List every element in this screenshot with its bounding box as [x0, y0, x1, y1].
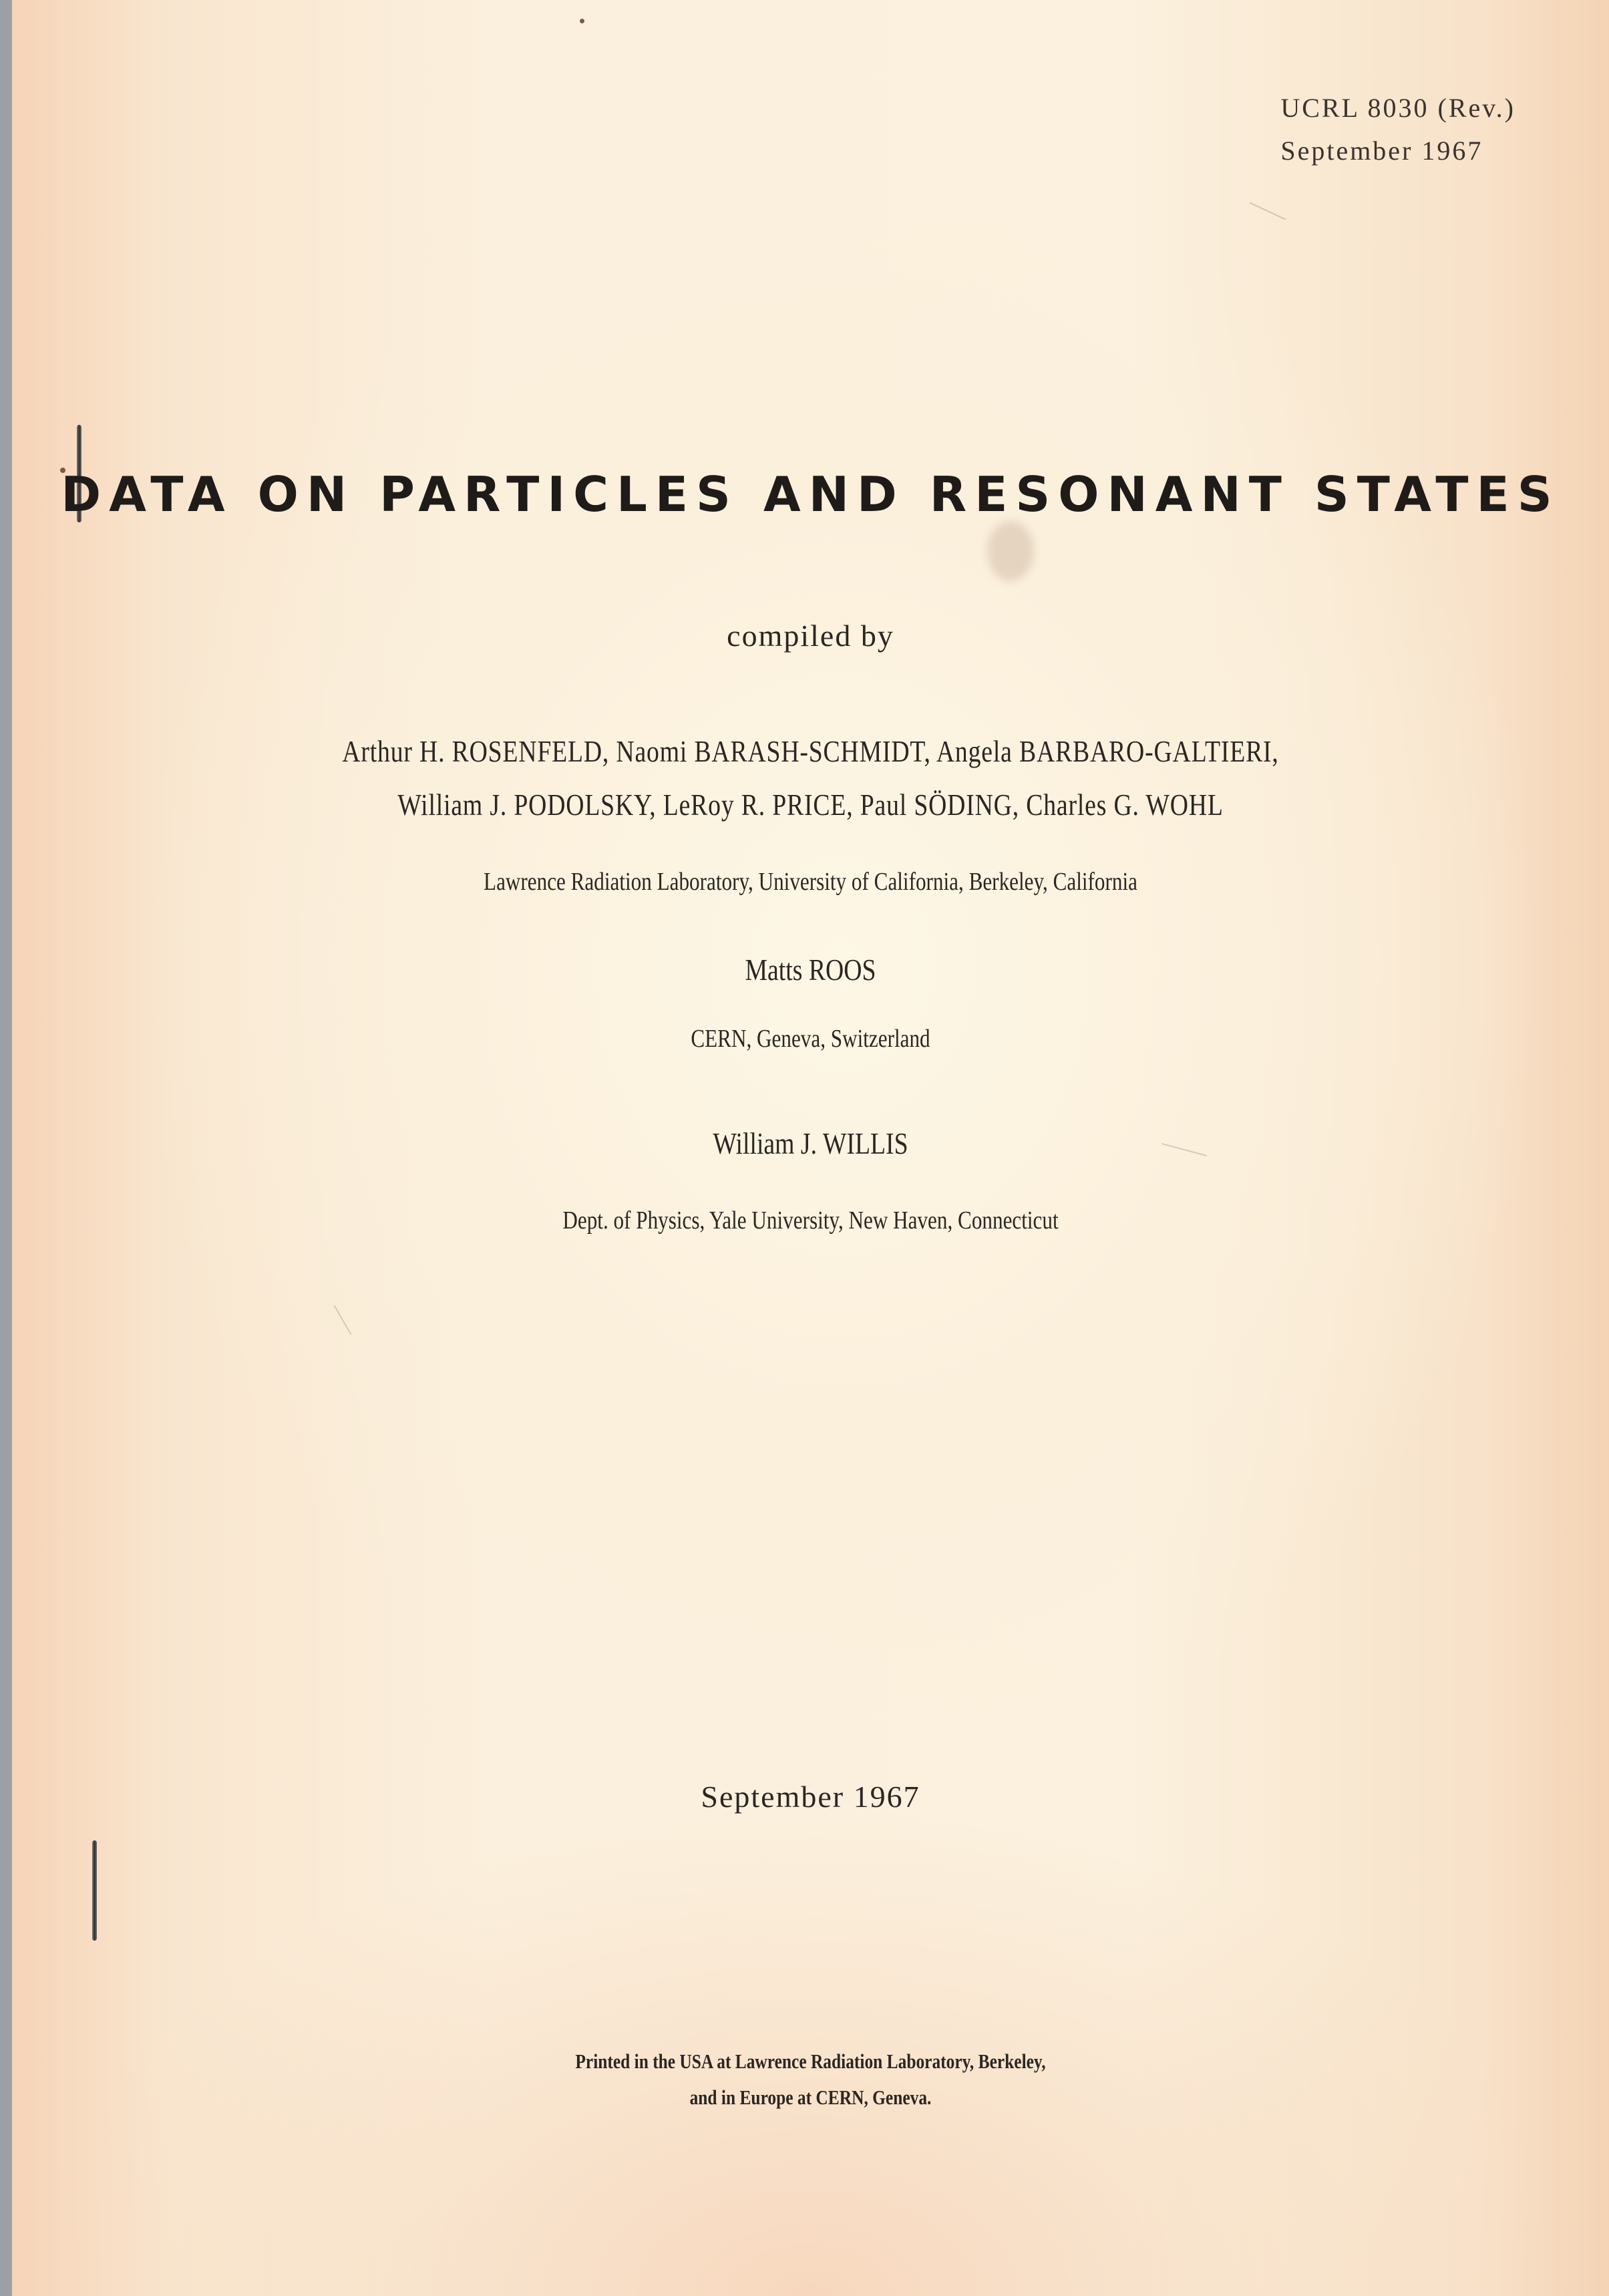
compiled-by-label: compiled by — [727, 619, 894, 653]
authors-line-1: Arthur H. ROSENFELD, Naomi BARASH-SCHMIDT, Angela BARBARO-GALTIERI, — [342, 734, 1279, 768]
report-identifier — [1280, 87, 1515, 172]
paper-scratch — [334, 1305, 352, 1335]
printed-note-line-1: Printed in the USA at Lawrence Radiation Laboratory, Berkeley, — [575, 2049, 1046, 2073]
report-number: UCRL 8030 (Rev.) — [1280, 93, 1515, 123]
report-date: September 1967 — [1280, 136, 1483, 166]
affiliation-cern: CERN, Geneva, Switzerland — [691, 1025, 930, 1053]
authors-line-2: William J. PODOLSKY, LeRoy R. PRICE, Paul SÖDING, Charles G. WOHL — [397, 788, 1224, 822]
author-willis: William J. WILLIS — [713, 1126, 908, 1160]
affiliation-yale: Dept. of Physics, Yale University, New Haven, Connecticut — [562, 1206, 1059, 1235]
staple-icon — [92, 1840, 97, 1941]
paper-scratch — [1249, 202, 1286, 220]
printed-note-line-2: and in Europe at CERN, Geneva. — [689, 2086, 932, 2109]
paper-stain — [987, 521, 1034, 581]
paper-speck — [580, 19, 584, 23]
publication-date: September 1967 — [701, 1780, 920, 1814]
document-title: DATA ON PARTICLES AND RESONANT STATES — [61, 466, 1560, 522]
document-page — [12, 0, 1609, 2296]
author-roos: Matts ROOS — [745, 953, 876, 987]
affiliation-lrl: Lawrence Radiation Laboratory, University of California, Berkeley, California — [484, 868, 1137, 896]
